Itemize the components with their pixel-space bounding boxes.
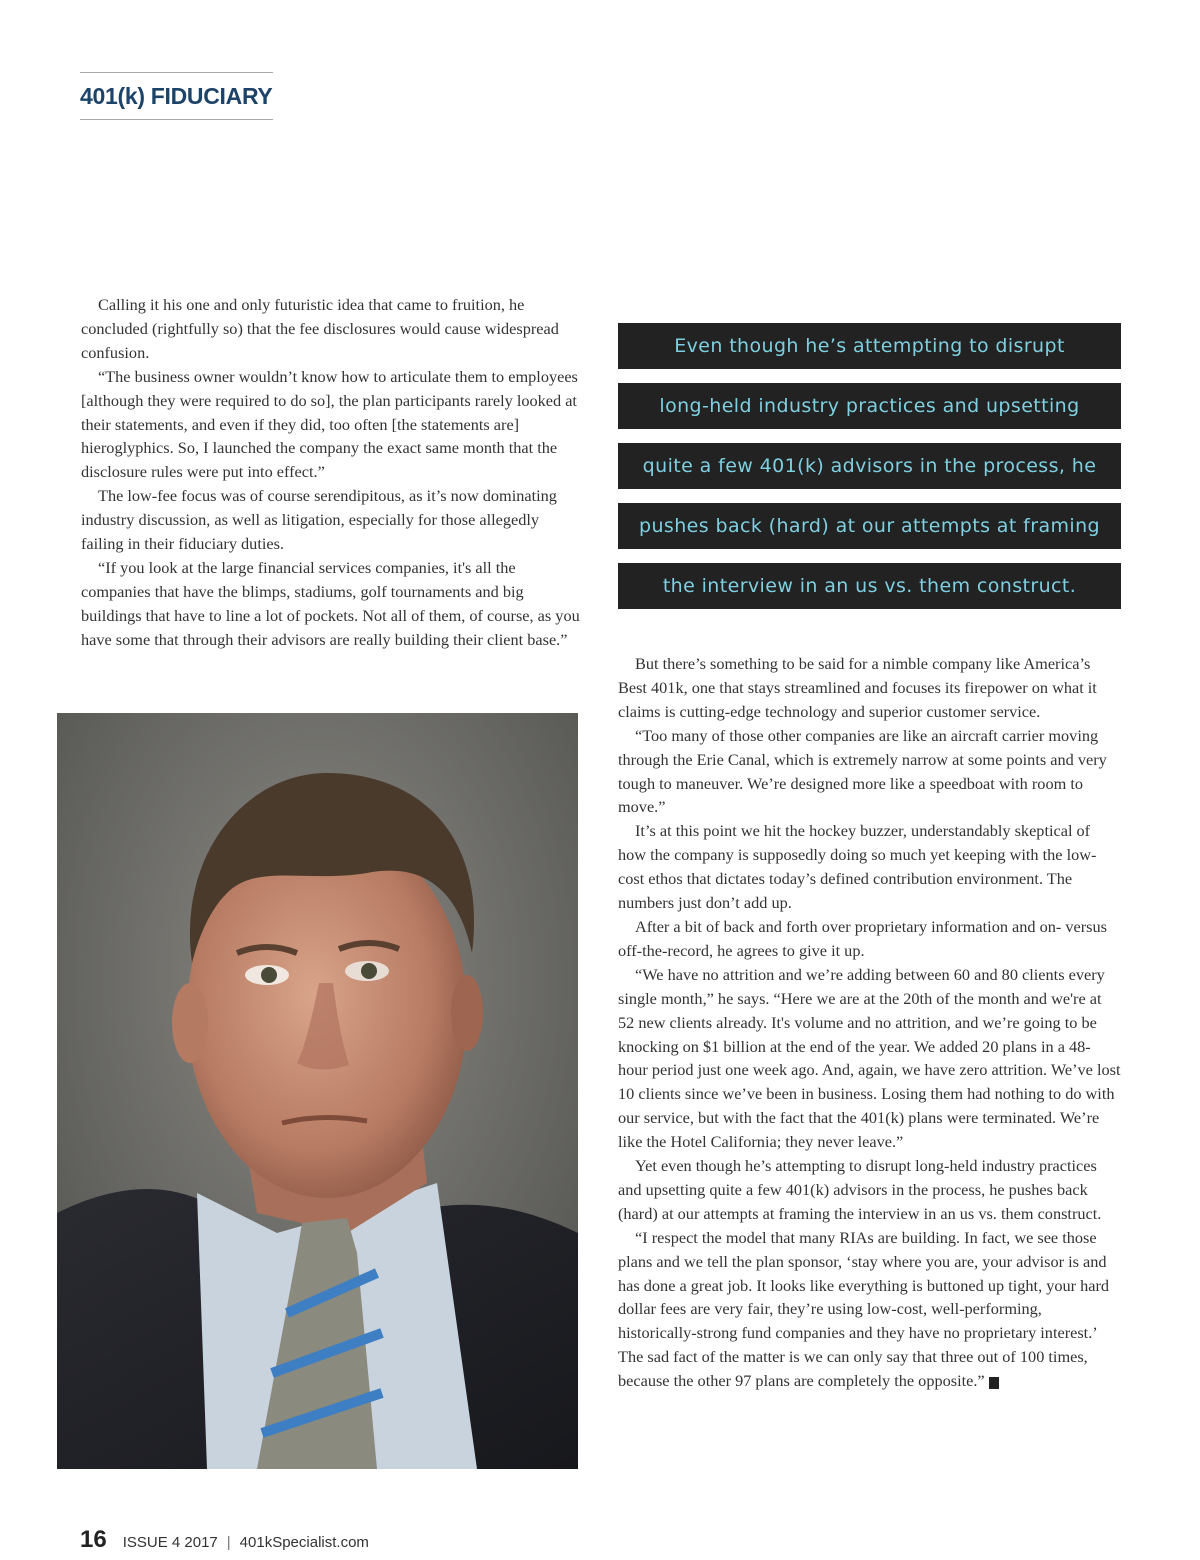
left-article-column bbox=[81, 293, 583, 652]
page-number: 16 bbox=[80, 1526, 107, 1553]
footer-separator: | bbox=[226, 1534, 231, 1551]
article-paragraph: “If you look at the large financial services companies, it's all the companies that have the blimps, stadiums, golf tournaments and big buildings that have to line a lot of pockets. Not all of them, of course, as you have some that through their advisors are really building their client base.” bbox=[81, 557, 580, 649]
right-article-column bbox=[618, 652, 1121, 1393]
website-link[interactable]: 401kSpecialist.com bbox=[239, 1534, 369, 1551]
pull-quote-line: pushes back (hard) at our attempts at framing bbox=[618, 503, 1121, 549]
pull-quote-line: Even though he’s attempting to disrupt bbox=[618, 323, 1121, 369]
article-paragraph: “Too many of those other companies are like an aircraft carrier moving through the Erie Canal, which is extremely narrow at some points and very tough to maneuver. We’re designed more like a speedboat with room to move.” bbox=[618, 725, 1107, 817]
portrait-illustration bbox=[57, 713, 578, 1469]
final-paragraph-text: “I respect the model that many RIAs are building. In fact, we see those plans and we tell the plan sponsor, ‘stay where you are, your advisor is and has done a great job. It looks like everything is buttoned up tight, your hard dollar fees are very fair, they’re using low-cost, well-performing, historically-strong fund companies and they have no proprietary interest.’ The sad fact of the matter is we can only say that three out of 100 times, because the other 97 plans are completely the opposite.” bbox=[618, 1227, 1110, 1391]
end-mark-icon: K bbox=[989, 1377, 999, 1389]
page-footer bbox=[80, 1526, 369, 1560]
pull-quote-line: long-held industry practices and upsetting bbox=[618, 383, 1121, 429]
article-paragraph: “The business owner wouldn’t know how to articulate them to employees [although they were required to do so], the plan participants rarely looked at their statements, and even if they did, too often [the statements are] hieroglyphics. So, I launched the company the exact same month that the disclosure rules were put into effect.” bbox=[81, 366, 578, 482]
pull-quote-line: the interview in an us vs. them construct. bbox=[618, 563, 1121, 609]
portrait-photo bbox=[57, 713, 578, 1469]
section-title: 401(k) FIDUCIARY bbox=[80, 72, 273, 120]
article-paragraph: It’s at this point we hit the hockey buzzer, understandably skeptical of how the company is supposedly doing so much yet keeping with the low-cost ethos that dictates today’s defined contribution environment. The numbers just don’t add up. bbox=[618, 821, 1097, 913]
article-paragraph: The low-fee focus was of course serendipitous, as it’s now dominating industry discussion, as well as litigation, especially for those allegedly failing in their fiduciary duties. bbox=[81, 486, 557, 554]
article-paragraph: But there’s something to be said for a nimble company like America’s Best 401k, one that stays streamlined and focuses its firepower on what it claims is cutting-edge technology and superior customer service. bbox=[618, 654, 1097, 721]
article-paragraph bbox=[618, 1226, 1121, 1393]
article-paragraph: “We have no attrition and we’re adding between 60 and 80 clients every single month,” he says. “Here we are at the 20th of the month and we're at 52 new clients already. It's volume and no attrition, and we’re going to be knocking on $1 billion at the end of the year. We added 20 plans in a 48- hour period just one week ago. And, again, we have zero attrition. We’ve lost 10 clients since we’ve been in business. Losing them had nothing to do with our service, but with the fact that the 401(k) plans were terminated. We’re like the Hotel California; they never leave.” bbox=[618, 964, 1121, 1152]
article-paragraph: After a bit of back and forth over proprietary information and on- versus off-the-record, he agrees to give it up. bbox=[618, 916, 1107, 960]
pull-quote-line: quite a few 401(k) advisors in the process, he bbox=[618, 443, 1121, 489]
article-paragraph: Yet even though he’s attempting to disrupt long-held industry practices and upsetting quite a few 401(k) advisors in the process, he pushes back (hard) at our attempts at framing the interview in an us vs. them construct. bbox=[618, 1156, 1102, 1223]
article-paragraph: Calling it his one and only futuristic idea that came to fruition, he concluded (rightfully so) that the fee disclosures would cause widespread confusion. bbox=[81, 295, 559, 362]
issue-label: ISSUE 4 2017 bbox=[122, 1534, 218, 1551]
pull-quote bbox=[618, 323, 1121, 623]
